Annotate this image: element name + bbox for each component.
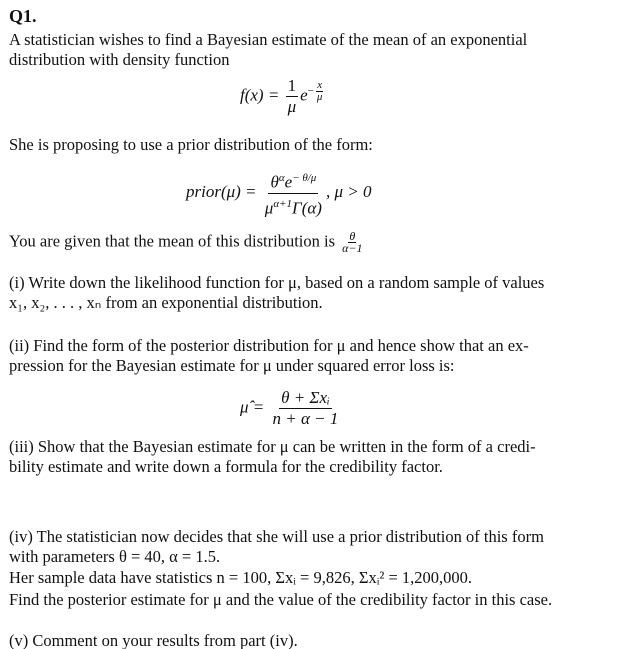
prior-theta-pow: α xyxy=(278,172,285,184)
density-formula xyxy=(240,76,325,117)
density-exp-den: μ xyxy=(316,90,323,103)
density-den: μ xyxy=(287,97,297,116)
prior-condition: , μ > 0 xyxy=(325,182,372,202)
prior-e-exp: − θ/μ xyxy=(292,172,317,184)
density-e: e xyxy=(300,85,308,105)
density-exp-sign: − xyxy=(307,84,314,97)
prior-e: e xyxy=(284,172,293,192)
prior-gamma: Γ(α) xyxy=(292,198,322,218)
part-v: (v) Comment on your results from part (iv). xyxy=(9,631,298,649)
mean-den: α−1 xyxy=(342,241,363,255)
prior-mu: μ xyxy=(264,198,274,218)
density-lhs: f(x) = xyxy=(240,85,284,105)
part-iii-line-1: (iii) Show that the Bayesian estimate for μ can be written in the form of a credi- xyxy=(9,437,536,456)
prior-theta: θ xyxy=(270,172,279,192)
part-iv-line-1: (iv) The statistician now decides that she will use a prior distribution of this form xyxy=(9,527,544,546)
question-title: Q1. xyxy=(9,6,37,26)
prior-lhs: prior(μ) = xyxy=(186,182,261,202)
density-num: 1 xyxy=(287,76,297,95)
mean-text: You are given that the mean of this distribution is xyxy=(9,231,335,251)
mean-statement xyxy=(9,231,366,254)
estimate-lhs: μ̂ = xyxy=(240,397,269,417)
estimate-formula xyxy=(240,388,342,429)
part-iv-line-4: Find the posterior estimate for μ and the value of the credibility factor in this case. xyxy=(9,590,553,609)
estimate-den: n + α − 1 xyxy=(272,409,339,428)
prior-intro: She is proposing to use a prior distribution of the form: xyxy=(9,135,373,154)
prior-mu-pow: α+1 xyxy=(273,197,293,210)
mean-num: θ xyxy=(349,229,356,243)
intro-line-1: A statistician wishes to find a Bayesian estimate of the mean of an exponential xyxy=(9,30,528,49)
intro-line-2: distribution with density function xyxy=(9,50,230,69)
part-iv-line-2: with parameters θ = 40, α = 1.5. xyxy=(9,547,221,566)
part-i-line-2: x₁, x₂, . . . , xₙ from an exponential distribution. xyxy=(9,293,323,312)
estimate-num: θ + Σxᵢ xyxy=(281,388,330,407)
part-iii-line-2: bility estimate and write down a formula for the credibility factor. xyxy=(9,457,443,476)
density-exp-num: x xyxy=(317,78,323,91)
prior-formula xyxy=(186,168,371,218)
part-i-line-1: (i) Write down the likelihood function for μ, based on a random sample of values xyxy=(9,273,545,292)
part-ii-line-2: pression for the Bayesian estimate for μ under squared error loss is: xyxy=(9,356,455,375)
part-iv-line-3: Her sample data have statistics n = 100, Σxᵢ = 9,826, Σxᵢ² = 1,200,000. xyxy=(9,568,473,587)
part-ii-line-1: (ii) Find the form of the posterior distribution for μ and hence show that an ex- xyxy=(9,336,529,355)
